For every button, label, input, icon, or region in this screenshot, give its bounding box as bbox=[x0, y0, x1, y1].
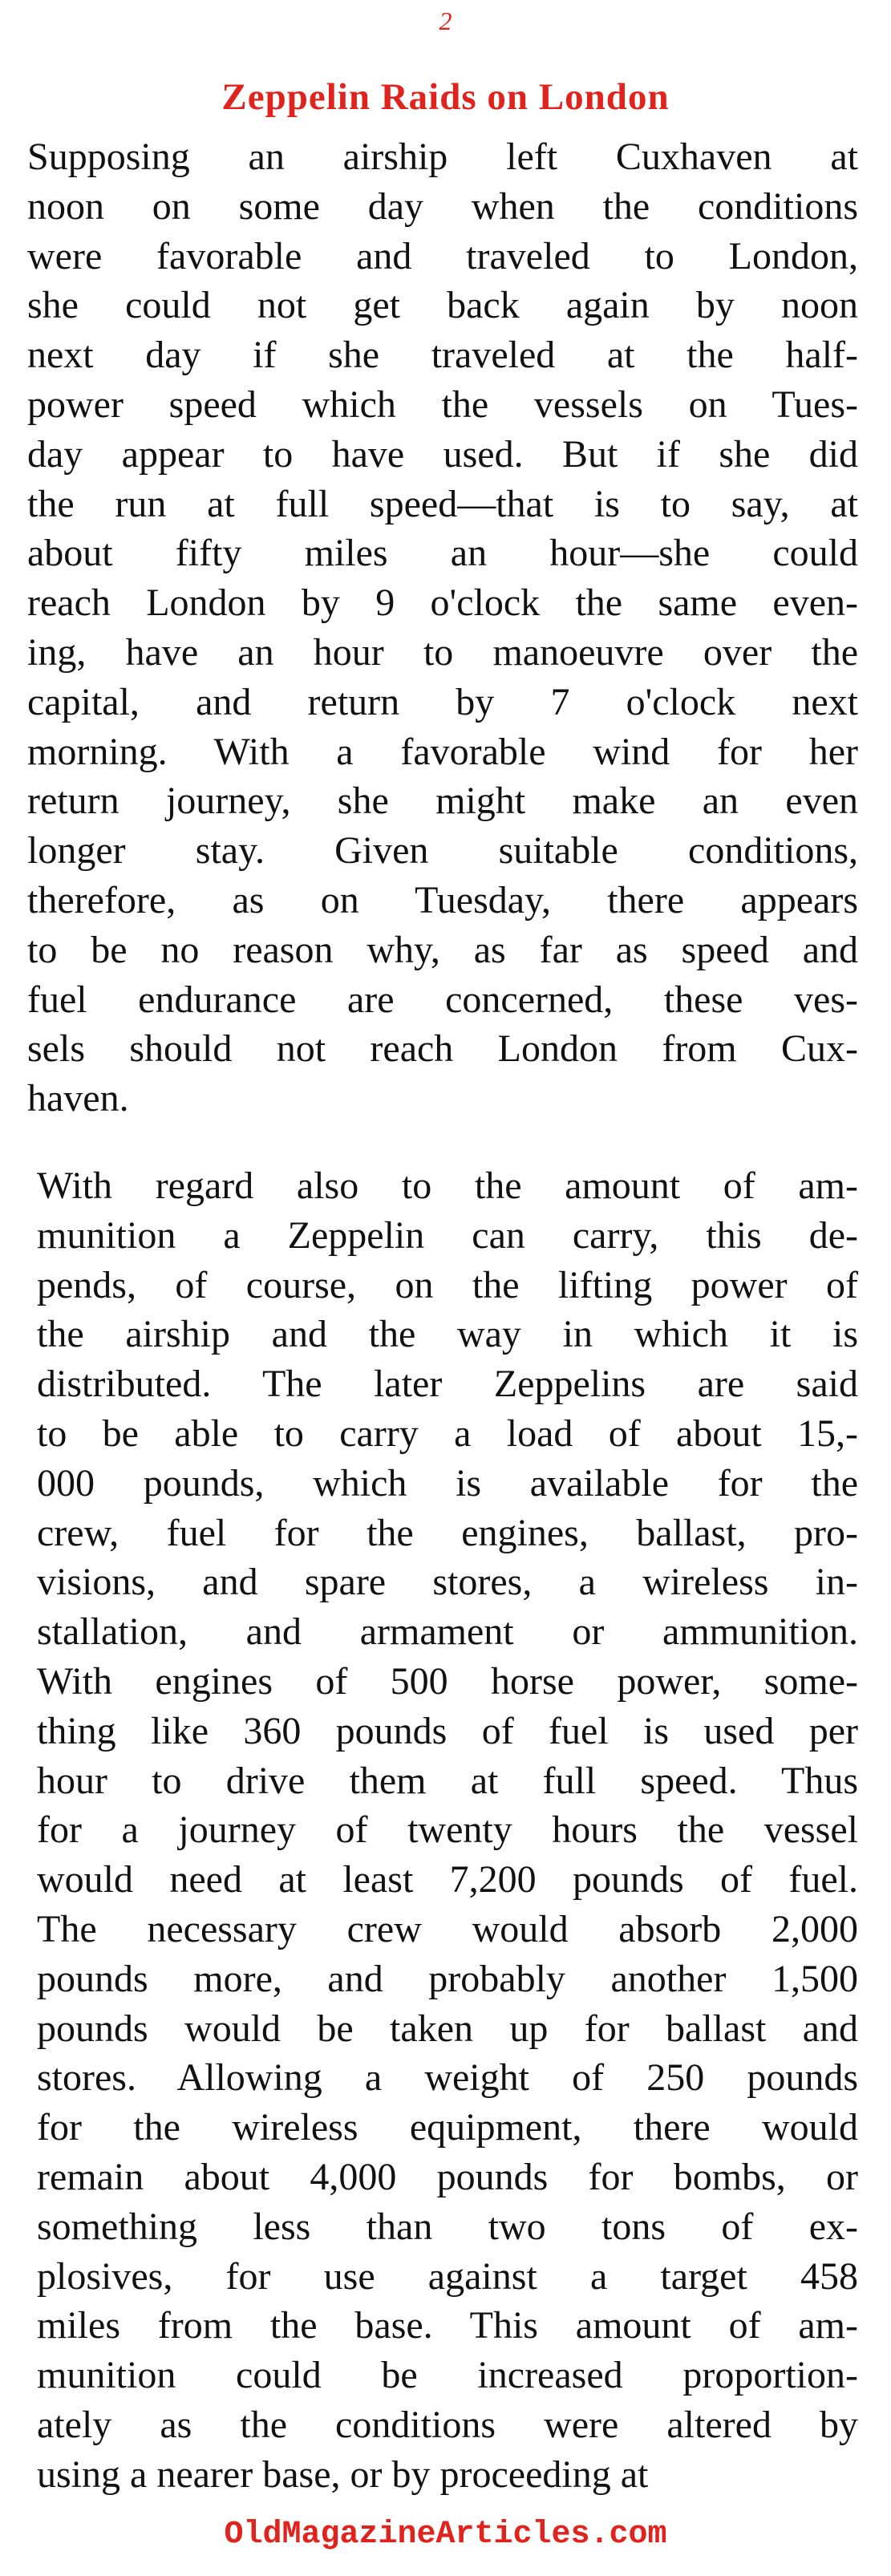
text-line: therefore, as on Tuesday, there appears bbox=[27, 878, 858, 921]
text-line: With regard also to the amount of am- bbox=[37, 1164, 858, 1207]
paragraph-1 bbox=[27, 132, 858, 1124]
text-line: pounds would be taken up for ballast and bbox=[37, 2007, 858, 2050]
text-line: crew, fuel for the engines, ballast, pro- bbox=[37, 1511, 858, 1554]
site-footer[interactable]: OldMagazineArticles.com bbox=[224, 2517, 667, 2553]
text-line: pounds more, and probably another 1,500 bbox=[37, 1957, 858, 2000]
text-line: longer stay. Given suitable conditions, bbox=[27, 829, 858, 873]
text-line: miles from the base. This amount of am- bbox=[37, 2304, 858, 2347]
paragraph-2 bbox=[37, 1161, 858, 2500]
text-line: she could not get back again by noon bbox=[27, 284, 858, 327]
text-line: reach London by 9 o'clock the same even- bbox=[27, 581, 858, 625]
page-number: 2 bbox=[439, 6, 452, 35]
text-line: return journey, she might make an even bbox=[27, 780, 858, 823]
text-line: haven. bbox=[27, 1077, 129, 1120]
text-line: capital, and return by 7 o'clock next bbox=[27, 680, 858, 723]
text-line: 000 pounds, which is available for the bbox=[37, 1461, 858, 1505]
text-line: day appear to have used. But if she did bbox=[27, 432, 858, 476]
text-line: hour to drive them at full speed. Thus bbox=[37, 1759, 858, 1802]
text-line: next day if she traveled at the half- bbox=[27, 334, 858, 377]
text-line: to be no reason why, as far as speed and bbox=[27, 928, 858, 971]
text-line: would need at least 7,200 pounds of fuel. bbox=[37, 1858, 858, 1902]
text-line: for a journey of twenty hours the vessel bbox=[37, 1808, 858, 1852]
text-line: munition a Zeppelin can carry, this de- bbox=[37, 1213, 858, 1257]
text-line: Supposing an airship left Cuxhaven at bbox=[27, 136, 858, 178]
text-line: something less than two tons of ex- bbox=[37, 2205, 858, 2248]
text-line: With engines of 500 horse power, some- bbox=[37, 1659, 858, 1703]
text-line: noon on some day when the conditions bbox=[27, 184, 858, 228]
text-line: pends, of course, on the lifting power of bbox=[37, 1263, 858, 1306]
text-line: power speed which the vessels on Tues- bbox=[27, 383, 858, 426]
text-line: morning. With a favorable wind for her bbox=[27, 730, 858, 773]
text-line: about fifty miles an hour—she could bbox=[27, 532, 858, 575]
text-line: munition could be increased proportion- bbox=[37, 2354, 858, 2397]
text-line: stallation, and armament or ammunition. bbox=[37, 1610, 858, 1654]
text-line: distributed. The later Zeppelins are said bbox=[37, 1363, 858, 1406]
text-line: The necessary crew would absorb 2,000 bbox=[37, 1907, 858, 1950]
text-line: to be able to carry a load of about 15,- bbox=[37, 1412, 858, 1455]
text-line: stores. Allowing a weight of 250 pounds bbox=[37, 2056, 858, 2100]
article-title: Zeppelin Raids on London bbox=[221, 76, 670, 118]
text-line: visions, and spare stores, a wireless in- bbox=[37, 1561, 858, 1604]
text-line: thing like 360 pounds of fuel is used per bbox=[37, 1709, 858, 1752]
text-line: the run at full speed—that is to say, at bbox=[27, 482, 858, 525]
text-line: for the wireless equipment, there would bbox=[37, 2106, 858, 2149]
text-line: sels should not reach London from Cux- bbox=[27, 1027, 858, 1071]
text-line: fuel endurance are concerned, these ves- bbox=[27, 978, 858, 1021]
text-line: using a nearer base, or by proceeding at bbox=[37, 2452, 649, 2496]
text-line: ing, have an hour to manoeuvre over the bbox=[27, 630, 858, 674]
text-line: remain about 4,000 pounds for bombs, or bbox=[37, 2155, 858, 2198]
text-line: ately as the conditions were altered by bbox=[37, 2403, 858, 2446]
text-line: the airship and the way in which it is bbox=[37, 1313, 858, 1356]
text-line: plosives, for use against a target 458 bbox=[37, 2254, 858, 2298]
text-line: were favorable and traveled to London, bbox=[27, 234, 858, 277]
